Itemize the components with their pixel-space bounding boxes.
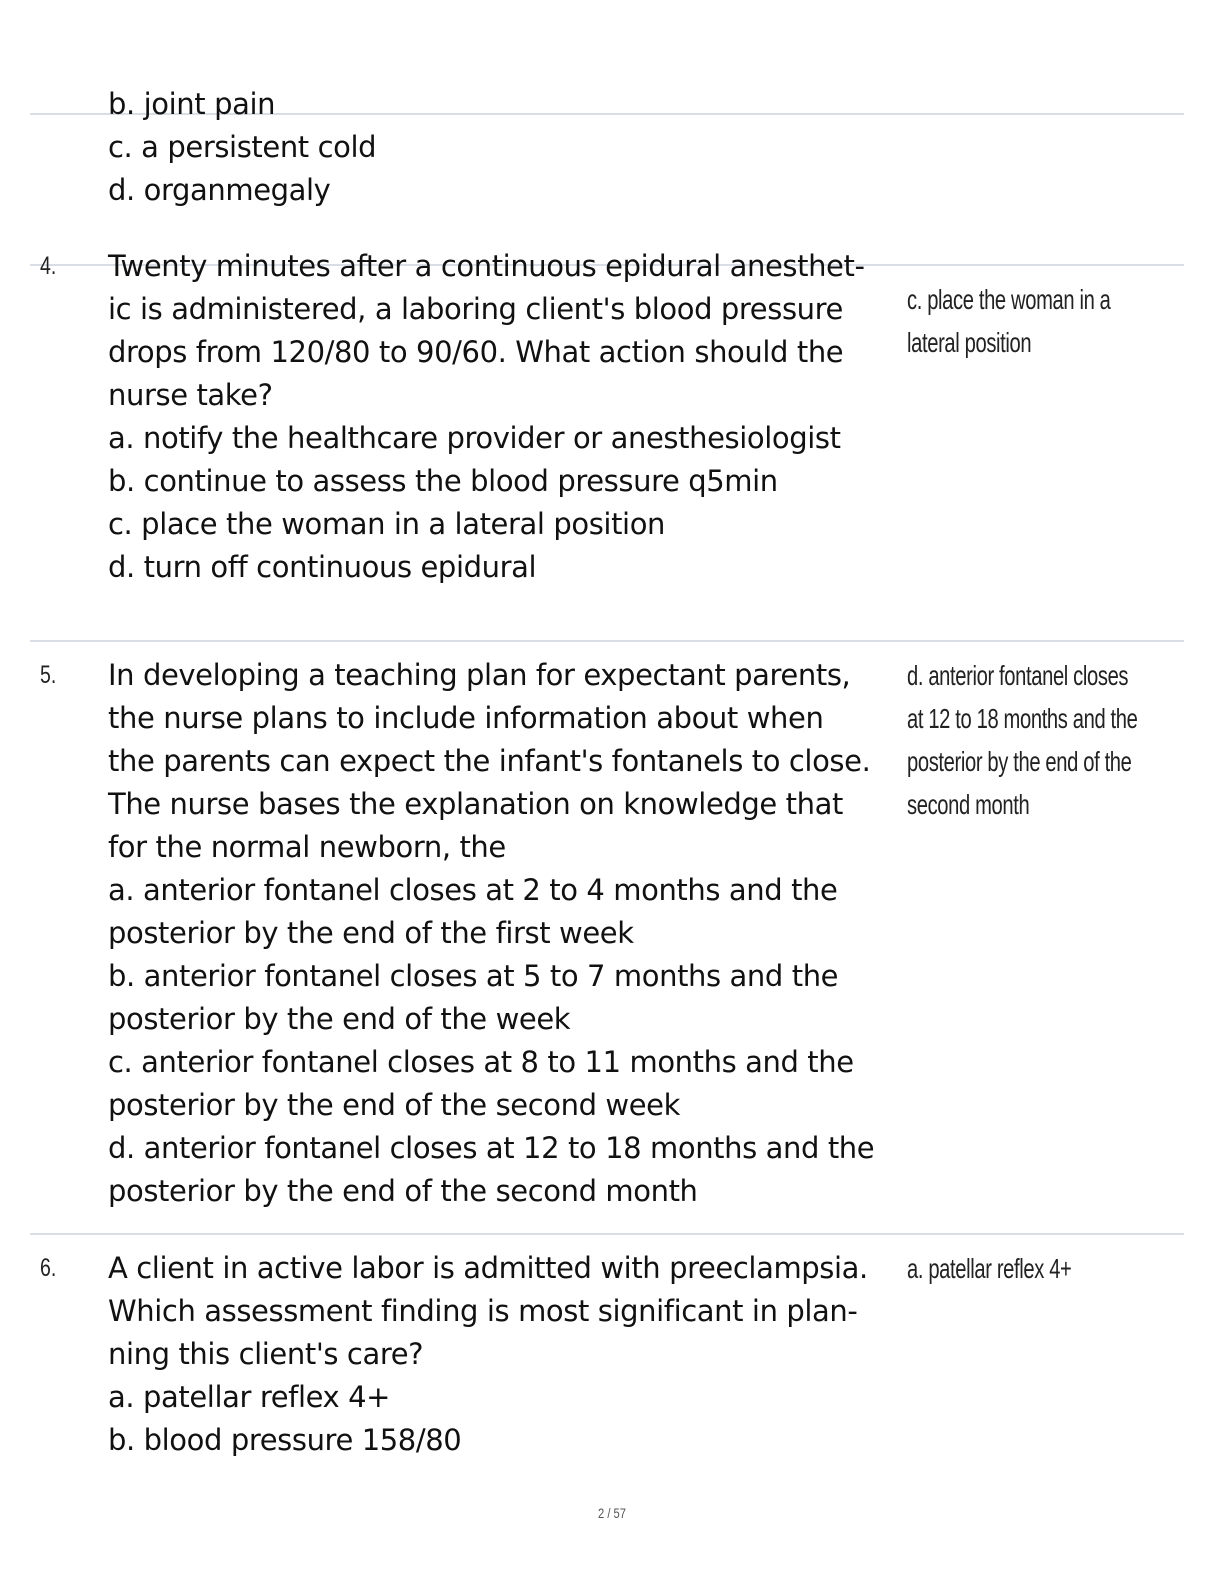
row-divider [30, 640, 1184, 642]
question-number: 6. [40, 1254, 57, 1282]
answer-6 [907, 1247, 1207, 1290]
option-line: c. a persistent cold [108, 130, 377, 164]
question-line: ning this client's care? [108, 1337, 424, 1371]
question-line: for the normal newborn, the [108, 830, 506, 864]
answer-line: lateral position [907, 327, 1032, 358]
question-line: ic is administered, a laboring client's blood pressure [108, 292, 843, 326]
question-line: Which assessment finding is most significant in plan- [108, 1294, 858, 1328]
question-number: 4. [40, 252, 57, 280]
option-line: posterior by the end of the second month [108, 1174, 698, 1208]
answer-4 [907, 278, 1207, 364]
option-line: posterior by the end of the first week [108, 916, 634, 950]
option-line: posterior by the end of the week [108, 1002, 571, 1036]
option-line: a. patellar reflex 4+ [108, 1380, 391, 1414]
option-line: b. joint pain [108, 87, 276, 121]
option-line: b. blood pressure 158/80 [108, 1423, 462, 1457]
option-line: d. turn off continuous epidural [108, 550, 537, 584]
row-divider [30, 1233, 1184, 1235]
question-5-text [108, 654, 908, 1213]
question-line: the parents can expect the infant's fontanels to close. [108, 744, 871, 778]
question-line: A client in active labor is admitted with preeclampsia. [108, 1251, 868, 1285]
option-line: d. anterior fontanel closes at 12 to 18 months and the [108, 1131, 875, 1165]
question-line: the nurse plans to include information about when [108, 701, 824, 735]
option-line: posterior by the end of the second week [108, 1088, 681, 1122]
question-number: 5. [40, 661, 57, 689]
option-line: a. notify the healthcare provider or anesthesiologist [108, 421, 841, 455]
page-indicator: 2 / 57 [597, 1505, 627, 1521]
question-4-text [108, 245, 908, 589]
option-line: c. anterior fontanel closes at 8 to 11 months and the [108, 1045, 854, 1079]
answer-line: d. anterior fontanel closes [907, 660, 1129, 691]
answer-line: c. place the woman in a [907, 284, 1111, 315]
answer-line: a. patellar reflex 4+ [907, 1253, 1072, 1284]
answer-5 [907, 654, 1207, 826]
option-line: c. place the woman in a lateral position [108, 507, 666, 541]
option-line: d. organmegaly [108, 173, 331, 207]
option-line: b. continue to assess the blood pressure q5min [108, 464, 778, 498]
option-line: b. anterior fontanel closes at 5 to 7 months and the [108, 959, 839, 993]
question-line: Twenty minutes after a continuous epidural anesthet- [108, 249, 865, 283]
question-line: The nurse bases the explanation on knowledge that [108, 787, 843, 821]
question-6-text [108, 1247, 908, 1462]
question-3-options [108, 83, 908, 212]
answer-line: at 12 to 18 months and the [907, 703, 1138, 734]
question-line: drops from 120/80 to 90/60. What action should the [108, 335, 844, 369]
option-line: a. anterior fontanel closes at 2 to 4 months and the [108, 873, 838, 907]
answer-line: posterior by the end of the [907, 746, 1132, 777]
question-line: In developing a teaching plan for expectant parents, [108, 658, 851, 692]
question-line: nurse take? [108, 378, 273, 412]
answer-line: second month [907, 789, 1030, 820]
